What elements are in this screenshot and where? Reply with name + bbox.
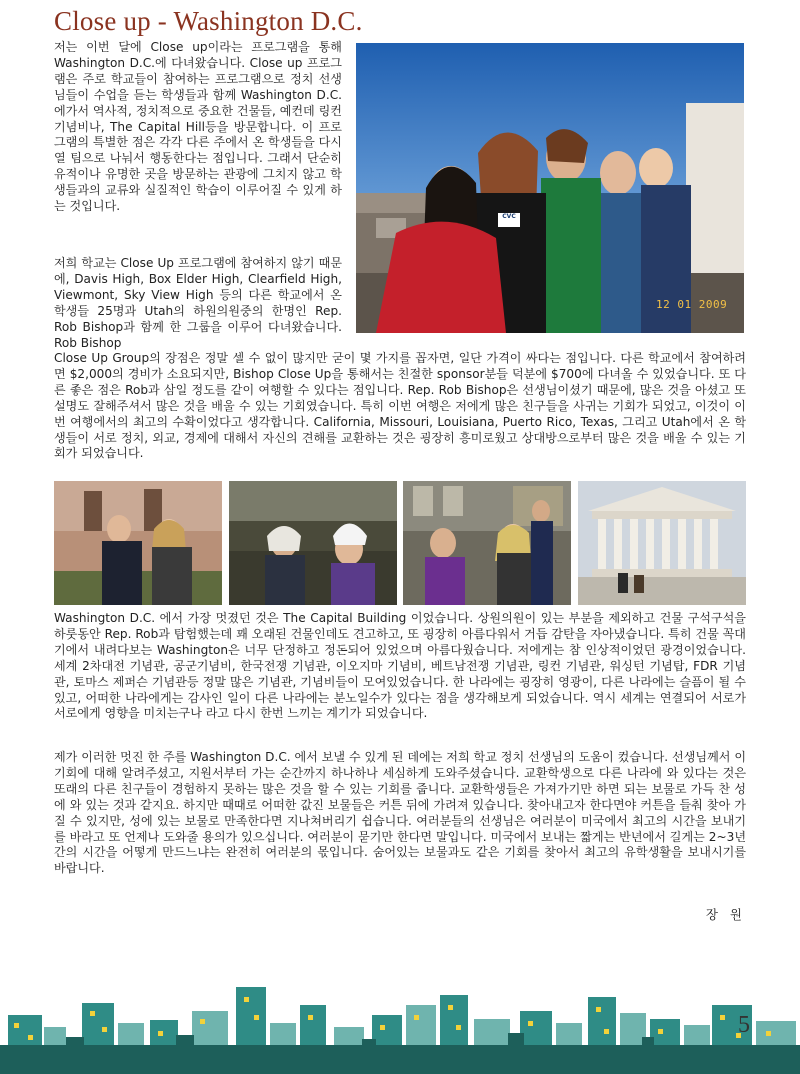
- date-stamp: 12 01 2009: [656, 298, 728, 311]
- page-number: 5: [738, 1012, 750, 1038]
- school-paragraph: 저희 학교는 Close Up 프로그램에 참여하지 않기 때문에, Davis High, Box Elder High, Clearfield High, Viewmont, Sky View High 등의 다른 학교에서 온 학생들 25명과 Utah의 하원의원중의 한명인 Rep. Rob Bishop과 함께 한 그룹을 이루어 다녀왔습니다. Rob Bishop: [54, 256, 342, 350]
- photo-supreme-court: [578, 481, 746, 605]
- hero-group-photo: [356, 43, 744, 333]
- city-skyline-decoration: [0, 975, 800, 1074]
- author-name: 장 원: [705, 907, 746, 922]
- photo-colonial-costume: [229, 481, 397, 605]
- hero-badge: CVC: [502, 213, 516, 220]
- photo-museum-visit: [403, 481, 571, 605]
- school-paragraph-continued: Close Up Group의 장점은 정말 셀 수 없이 많지만 굳이 몇 가지를 꼽자면, 일단 가격이 싸다는 점입니다. 다른 학교에서 참여하려면 $2,000의 경비가 소요되지만, Bishop Close Up을 통해서는 친절한 sponsor분들 덕분에 $700에 다녀올 수 있었습니다. 또 다른 좋은 점은 Rob과 삼일 정도를 같이 여행할 수 있다는 점입니다. Rep. Rob Bishop은 선생님이셨기 때문에, 많은 것을 아셨고 또 설명도 잘해주셔서 많은 것을 배울 수 있는 기회였습니다. 특히 이번 여행은 저에게 많은 친구들을 사귀는 기회가 되었고, 이것이 이번 여행에서의 최고의 수확이었다고 생각합니다. California, Missouri, Louisiana, Puerto Rico, Texas, 그리고 Utah에서 온 학생들이 서로 정치, 외교, 경제에 대해서 자신의 견해를 교환하는 것은 굉장히 흥미로웠고 상대방으로부터 많은 것을 배울 수 있는 기회가 되었습니다.: [54, 351, 746, 461]
- photo-students-outdoor: [54, 481, 222, 605]
- article-title: Close up - Washington D.C.: [54, 6, 363, 36]
- closing-paragraph: 제가 이러한 멋진 한 주를 Washington D.C. 에서 보낼 수 있게 된 데에는 저희 학교 정치 선생님의 도움이 컸습니다. 선생님께서 이 기회에 대해 알려주셨고, 지원서부터 가는 순간까지 하나하나 세심하게 도와주셨습니다. 교환학생으로 다른 나라에 와 있다는 것은 또래의 다른 친구들이 경험하지 못하는 많은 것을 할 수 있는 기회를 줍니다. 교환학생들은 가져가기만 하면 되는 보물로 가득 찬 성에 와 있는 것과 같지요. 하지만 때때로 어떠한 값진 보물들은 커튼 뒤에 가려져 있습니다. 찾아내고자 한다면야 커튼을 들춰 찾아 가질 수 있지만, 성에 있는 보물로 만족한다면 지나쳐버리기 쉽습니다. 여러분들의 선생님은 여러분이 미국에서 최고의 시간을 보내기를 바라고 또 언제나 도와줄 용의가 있으십니다. 여러분이 묻기만 한다면 말입니다. 미국에서 보내는 짧게는 반년에서 길게는 2~3년간의 시간을 어떻게 만드느냐는 완전히 여러분의 몫입니다. 숨어있는 보물과도 같은 기회를 찾아서 최고의 유학생활을 보내시기를 바랍니다.: [54, 750, 746, 876]
- intro-paragraph: 저는 이번 달에 Close up이라는 프로그램을 통해 Washington D.C.에 다녀왔습니다. Close up 프로그램은 주로 학교들이 참여하는 프로그램으로 정치 선생님들이 수업을 듣는 학생들과 함께 Washington D.C.에가서 역사적, 정치적으로 중요한 건물들, 예컨데 링컨 기념비나, The Capital Hill등을 방문합니다. 이 프로그램의 특별한 점은 각각 다른 주에서 온 학생들을 다시 열 팀으로 나눠서 행동한다는 점입니다. 그래서 단순히 유적이나 유명한 곳을 방문하는 관광에 그치지 않고 학생들과의 교류와 실질적인 학습이 이루어질 수 있게 하는 것입니다.: [54, 40, 342, 214]
- capital-paragraph: Washington D.C. 에서 가장 멋졌던 것은 The Capital Building 이었습니다. 상원의원이 있는 부분을 제외하고 건물 구석구석을 하룻동안 Rep. Rob과 탐험했는데 꽤 오래된 건물인데도 견고하고, 또 굉장히 아름다워서 거듭 감탄을 자아냈습니다. 특히 건물 꼭대기에서 내려다보는 Washington은 너무 단정하고 정돈되어 있었으며 아름다웠습니다. 저에게는 참 인상적이었던 광경이었습니다. 세계 2차대전 기념관, 공군기념비, 한국전쟁 기념관, 이오지마 기념비, 베트남전쟁 기념관, 링컨 기념관, 워싱턴 기념탑, FDR 기념관, 토마스 제퍼슨 기념관등 정말 많은 기념관, 기념비들이 모여있었습니다. 한 나라에는 굉장히 영광이, 다른 나라에는 슬픔이 될 수 있고, 어떠한 나라에게는 감사인 일이 다른 나라에는 분노일수가 있다는 점을 생각해보게 되었습니다. 역시 세계는 연결되어 서로가 서로에게 영향을 미치는구나 라고 다시 한번 느끼는 계기가 되었습니다.: [54, 611, 746, 721]
